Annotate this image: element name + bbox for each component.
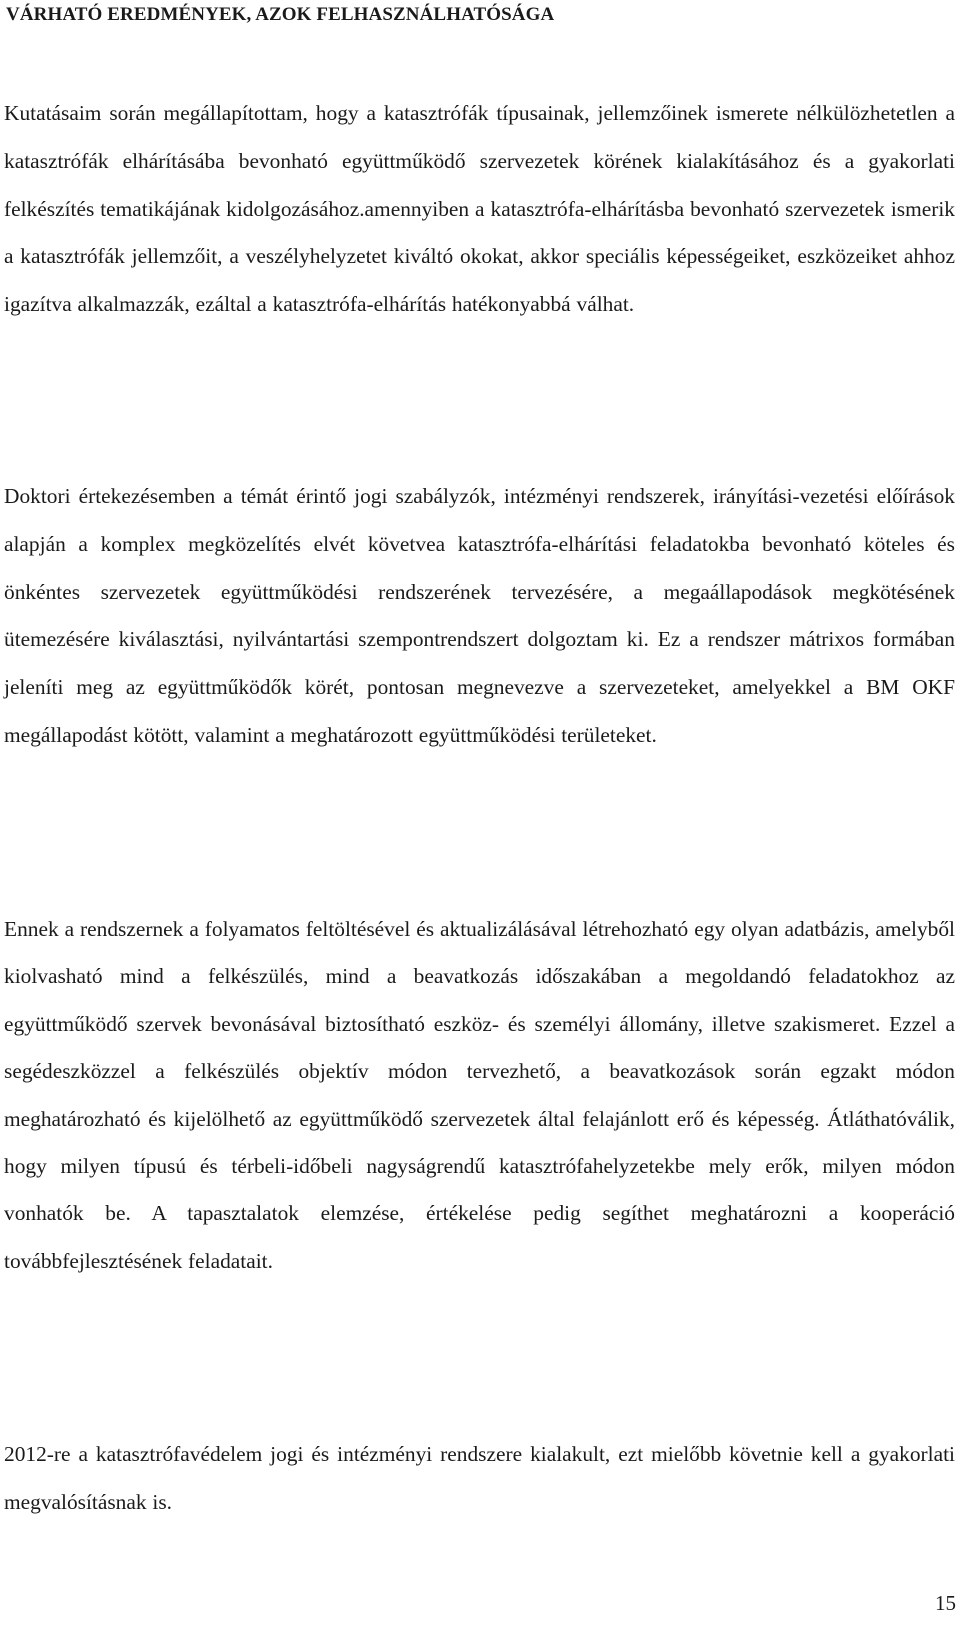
paragraph-database: Ennek a rendszernek a folyamatos feltöltésével és aktualizálásával létrehozható egy olyan adatbázis, amelyből kiolvasható mind a felkészülés, mind a beavatkozás időszakában a megoldandó feladatokhoz az együttműködő szervek bevonásával biztosítható eszköz- és személyi állomány, illetve szakismeret. Ezzel a segédeszközzel a felkészülés objektív módon tervezhető, a beavatkozások során egzakt módon meghatározható és kijelölhető az együttműködő szervezetek által felajánlott erő és képesség. Átláthatóválik, hogy milyen típusú és térbeli-időbeli nagyságrendű katasztrófahelyzetekbe mely erők, milyen módon vonhatók be. A tapasztalatok elemzése, értékelése pedig segíthet meghatározni a kooperáció továbbfejlesztésének feladatait.	[4, 917, 955, 1273]
page-number: 15	[935, 1591, 956, 1615]
paragraph-conclusion: 2012-re a katasztrófavédelem jogi és intézményi rendszere kialakult, ezt mielőbb követnie kell a gyakorlati megvalósításnak is.	[4, 1442, 955, 1514]
paragraph-dissertation-system: Doktori értekezésemben a témát érintő jogi szabályzók, intézményi rendszerek, irányítási-vezetési előírások alapján a komplex megközelítés elvét követvea katasztrófa-elhárítási feladatokba bevonható köteles és önkéntes szervezetek együttműködési rendszerének tervezésére, a megaállapodások megkötésének ütemezésére kiválasztási, nyilvántartási szempontrendszert dolgoztam ki. Ez a rendszer mátrixos formában jeleníti meg az együttműködők körét, pontosan megnevezve a szervezeteket, amelyekkel a BM OKF megállapodást kötött, valamint a meghatározott együttműködési területeket.	[4, 484, 955, 747]
paragraph-research-findings: Kutatásaim során megállapítottam, hogy a katasztrófák típusainak, jellemzőinek ismerete nélkülözhetetlen a katasztrófák elhárításába bevonható együttműködő szervezetek körének kialakításához és a gyakorlati felkészítés tematikájának kidolgozásához.amennyiben a katasztrófa-elhárításba bevonható szervezetek ismerik a katasztrófák jellemzőit, a veszélyhelyzetet kiváltó okokat, akkor speciális képességeiket, eszközeiket ahhoz igazítva alkalmazzák, ezáltal a katasztrófa-elhárítás hatékonyabbá válhat.	[4, 101, 955, 317]
section-heading: VÁRHATÓ EREDMÉNYEK, AZOK FELHASZNÁLHATÓSÁGA	[6, 4, 555, 25]
